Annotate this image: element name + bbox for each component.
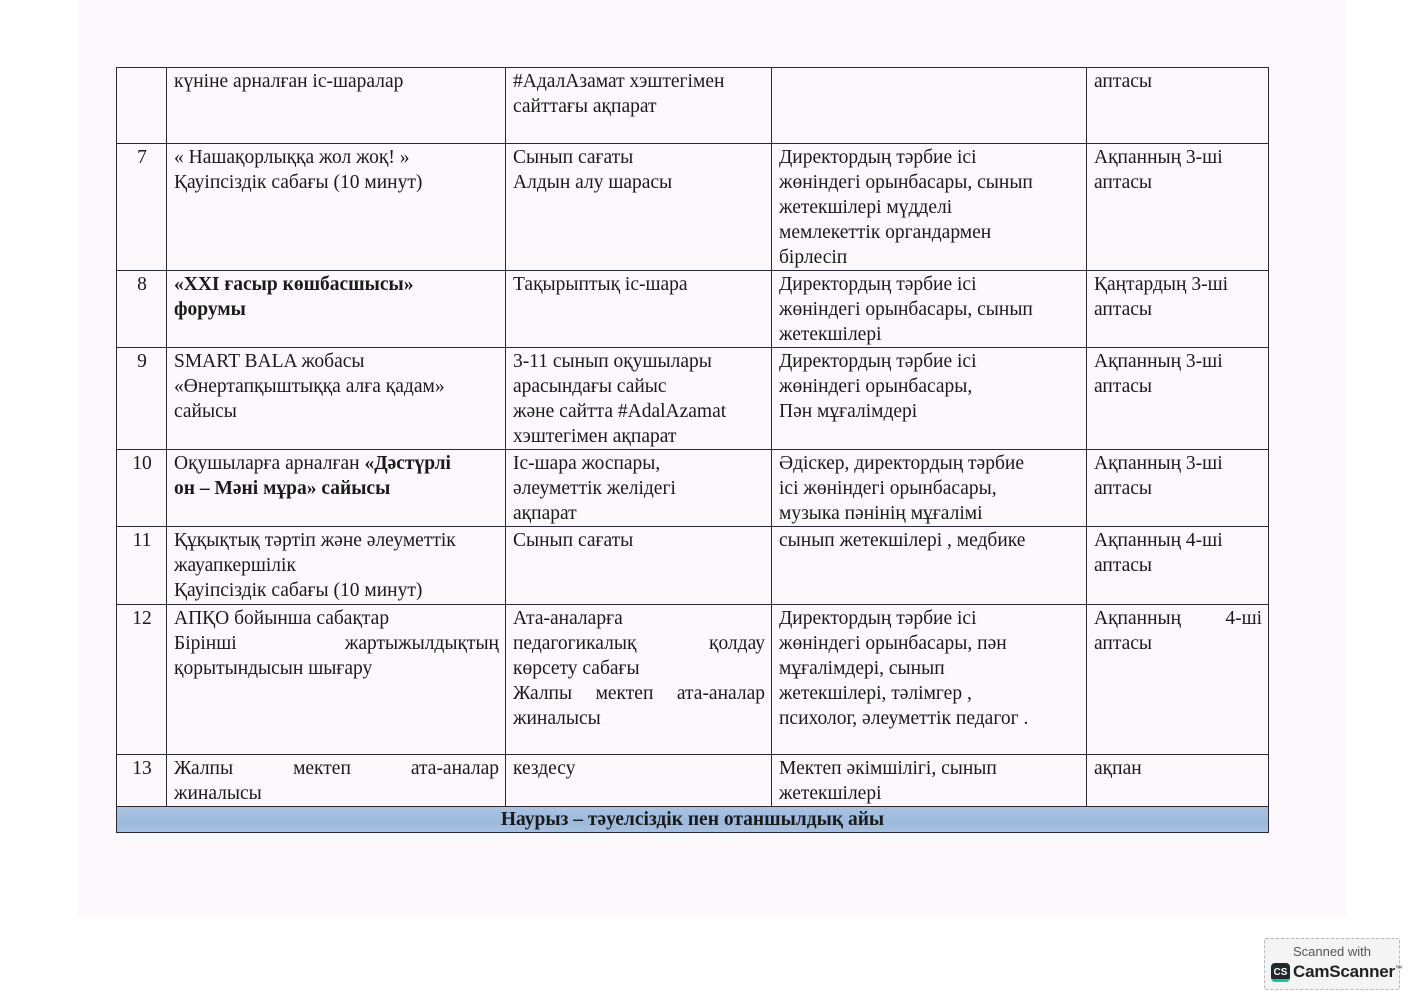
responsible-line: сынып жетекшілері , медбике [779,530,1026,551]
responsible-cell [772,144,1087,271]
deadline-cell [1087,144,1269,271]
responsible-cell [772,527,1087,605]
responsible-line: Директордың тәрбие ісі [779,147,977,168]
watermark-caption: Scanned with [1292,944,1372,959]
watermark-brand [1293,962,1402,982]
row-number: 11 [117,527,167,605]
row-number: 10 [117,450,167,527]
row-number: 9 [117,348,167,450]
event-line: сайысы [174,401,237,422]
event-line: Бірінші жартыжылдықтың [174,633,499,654]
event-line: Қауіпсіздік сабағы (10 минут) [174,580,423,601]
event-line: Құқықтық тәртіп және әлеуметтік [174,530,456,551]
event-line: жиналысы [174,783,262,804]
camscanner-watermark [1264,938,1400,990]
responsible-line: жетекшілері [779,783,882,804]
trademark-mark: ™ [1394,965,1402,973]
responsible-line: жөніндегі орынбасары, [779,376,973,397]
form-line: Тақырыптық іс-шара [513,274,688,295]
deadline-line: аптасы [1094,478,1153,499]
responsible-line: Әдіскер, директордың тәрбие [779,453,1024,474]
section-banner-row [117,807,1269,833]
deadline-line: Ақпанның 4-ші [1094,530,1223,551]
responsible-cell [772,271,1087,348]
form-cell [506,68,772,144]
responsible-line: жөніндегі орынбасары, пән [779,633,1007,654]
deadline-line: Қаңтардың 3-ші [1094,274,1229,295]
event-cell [167,271,506,348]
responsible-line: жетекшілері мүдделі [779,197,953,218]
event-cell [167,755,506,807]
form-line: Жалпы мектеп ата-аналар [513,683,765,704]
table-row [117,144,1269,271]
deadline-line: аптасы [1094,299,1153,320]
form-line: Іс-шара жоспары, [513,453,661,474]
event-line: « Нашақорлыққа жол жоқ! » [174,147,410,168]
form-line: сайттағы ақпарат [513,96,657,117]
responsible-line: мұғалімдері, сынып [779,658,945,679]
responsible-line: психолог, әлеуметтік педагог . [779,708,1029,729]
form-line: ақпарат [513,503,577,524]
responsible-cell [772,68,1087,144]
deadline-cell [1087,271,1269,348]
event-cell [167,527,506,605]
responsible-line: Директордың тәрбие ісі [779,351,977,372]
event-cell [167,450,506,527]
event-cell [167,348,506,450]
table-row [117,527,1269,605]
table-row [117,68,1269,144]
form-line: хэштегімен ақпарат [513,426,677,447]
deadline-cell [1087,527,1269,605]
responsible-line: Мектеп әкімшілігі, сынып [779,758,997,779]
responsible-line: жетекшілері, тәлімгер , [779,683,972,704]
deadline-line: аптасы [1094,555,1153,576]
event-plan-table [116,67,1269,833]
event-line: «Өнертапқыштыққа алға қадам» [174,376,445,397]
responsible-line: Директордың тәрбие ісі [779,274,977,295]
row-number: 8 [117,271,167,348]
form-line: жиналысы [513,708,601,729]
deadline-line: аптасы [1094,71,1153,92]
responsible-line: жөніндегі орынбасары, сынып [779,299,1033,320]
event-line: АПҚО бойынша сабақтар [174,608,390,629]
event-line: Қауіпсіздік сабағы (10 минут) [174,172,423,193]
responsible-cell [772,450,1087,527]
deadline-cell [1087,348,1269,450]
responsible-cell [772,755,1087,807]
form-line: Алдын алу шарасы [513,172,673,193]
responsible-cell [772,605,1087,755]
camscanner-logo-icon: CS [1271,963,1290,982]
form-line: педагогикалық қолдау [513,633,765,654]
form-line: және сайтта #AdalAzamat [513,401,727,422]
responsible-line: бірлесіп [779,247,848,268]
form-cell [506,605,772,755]
form-line: кездесу [513,758,576,779]
table-row [117,271,1269,348]
brand-name: CamScanner [1293,962,1395,981]
event-text: Оқушыларға арналған [174,453,365,474]
row-number: 13 [117,755,167,807]
deadline-line: Ақпанның 3-ші [1094,351,1223,372]
form-line: әлеуметтік желідегі [513,478,676,499]
deadline-cell [1087,605,1269,755]
form-line: көрсету сабағы [513,658,640,679]
deadline-cell [1087,755,1269,807]
event-line [174,451,499,476]
row-number [117,68,167,144]
event-title-bold: он – Мәні мұра» сайысы [174,478,391,499]
row-number: 12 [117,605,167,755]
event-cell [167,68,506,144]
deadline-line: аптасы [1094,376,1153,397]
event-line: күніне арналған іс-шаралар [174,71,404,92]
deadline-line: Ақпанның 4-ші [1094,608,1262,629]
responsible-cell [772,348,1087,450]
responsible-line: мемлекеттік органдармен [779,222,992,243]
form-line: 3-11 сынып оқушылары [513,351,712,372]
table-row [117,605,1269,755]
event-line: форумы [174,299,246,320]
responsible-line: музыка пәнінің мұғалімі [779,503,983,524]
event-line: қорытындысын шығару [174,658,373,679]
event-cell [167,144,506,271]
form-line: Ата-аналарға [513,608,623,629]
form-line: арасындағы сайыс [513,376,667,397]
deadline-cell [1087,68,1269,144]
event-line: SMART BALA жобасы [174,351,365,372]
responsible-line: жөніндегі орынбасары, сынып [779,172,1033,193]
responsible-line: ісі жөніндегі орынбасары, [779,478,997,499]
responsible-line: жетекшілері [779,324,882,345]
event-cell [167,605,506,755]
event-line: «XXI ғасыр көшбасшысы» [174,274,414,295]
event-line: жауапкершілік [174,555,296,576]
form-cell [506,348,772,450]
event-title-bold: «Дәстүрлі [364,453,451,474]
form-cell [506,755,772,807]
responsible-line: Пән мұғалімдері [779,401,918,422]
table-row [117,450,1269,527]
deadline-line: ақпан [1094,758,1142,779]
form-cell [506,450,772,527]
deadline-line: аптасы [1094,633,1153,654]
table-row [117,348,1269,450]
deadline-cell [1087,450,1269,527]
deadline-line: аптасы [1094,172,1153,193]
form-line: Сынып сағаты [513,530,634,551]
table-row [117,755,1269,807]
form-cell [506,144,772,271]
event-line: Жалпы мектеп ата-аналар [174,758,499,779]
deadline-line: Ақпанның 3-ші [1094,147,1223,168]
deadline-line: Ақпанның 3-ші [1094,453,1223,474]
form-line: Сынып сағаты [513,147,634,168]
section-banner: Наурыз – тәуелсіздік пен отаншылдық айы [117,807,1269,833]
row-number: 7 [117,144,167,271]
form-cell [506,527,772,605]
form-cell [506,271,772,348]
form-line: #АдалАзамат хэштегімен [513,71,725,92]
responsible-line: Директордың тәрбие ісі [779,608,977,629]
